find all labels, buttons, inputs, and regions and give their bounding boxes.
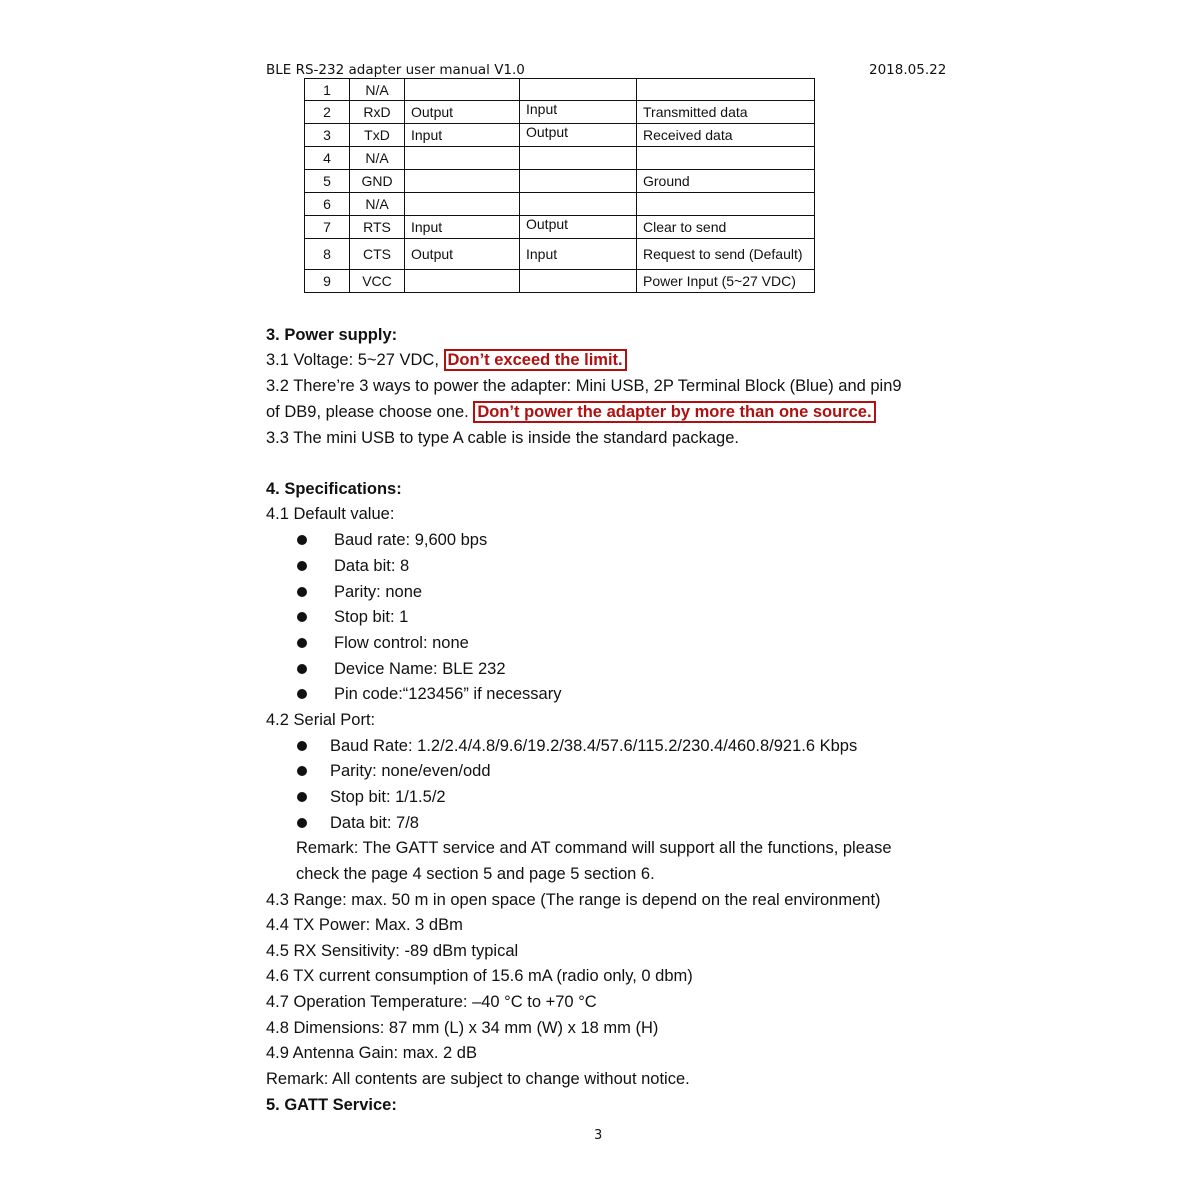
bullet-icon <box>297 766 307 776</box>
spec-item: 4.7 Operation Temperature: –40 °C to +70 °C <box>266 993 597 1011</box>
power-voltage-text: 3.1 Voltage: 5~27 VDC, <box>266 351 439 369</box>
section-heading-specs: 4. Specifications: <box>266 480 402 498</box>
power-ways-line-2 <box>266 403 876 422</box>
spec-item: 4.6 TX current consumption of 15.6 mA (radio only, 0 dbm) <box>266 967 693 985</box>
default-value-label: 4.1 Default value: <box>266 505 395 523</box>
list-item: Baud Rate: 1.2/2.4/4.8/9.6/19.2/38.4/57.6/115.2/230.4/460.8/921.6 Kbps <box>330 737 858 755</box>
warning-box-voltage: Don’t exceed the limit. <box>444 349 627 371</box>
table-row: 1 N/A <box>305 79 815 101</box>
bullet-icon <box>297 587 307 597</box>
serial-port-label: 4.2 Serial Port: <box>266 711 376 729</box>
list-item: Data bit: 8 <box>334 557 410 575</box>
list-item: Parity: none <box>334 583 423 601</box>
table-row: 8 CTS Output Input Request to send (Default) <box>305 239 815 270</box>
power-ways-line-1: 3.2 There’re 3 ways to power the adapter: Mini USB, 2P Terminal Block (Blue) and pin9 <box>266 377 902 395</box>
bullet-icon <box>297 689 307 699</box>
list-item: Data bit: 7/8 <box>330 814 419 832</box>
section-heading-gatt: 5. GATT Service: <box>266 1096 397 1114</box>
bullet-icon <box>297 561 307 571</box>
table-row: 4 N/A <box>305 147 815 170</box>
power-cable-line: 3.3 The mini USB to type A cable is inside the standard package. <box>266 429 739 447</box>
spec-item: 4.3 Range: max. 50 m in open space (The range is depend on the real environment) <box>266 891 881 909</box>
power-ways-text: of DB9, please choose one. <box>266 403 469 421</box>
list-item: Stop bit: 1/1.5/2 <box>330 788 446 806</box>
table-row: 6 N/A <box>305 193 815 216</box>
bullet-icon <box>297 792 307 802</box>
list-item: Pin code:“123456” if necessary <box>334 685 562 703</box>
spec-item: 4.5 RX Sensitivity: -89 dBm typical <box>266 942 519 960</box>
page-number: 3 <box>594 1128 603 1143</box>
final-remark: Remark: All contents are subject to change without notice. <box>266 1070 690 1088</box>
warning-box-source: Don’t power the adapter by more than one source. <box>473 401 875 423</box>
document-header-date: 2018.05.22 <box>869 62 947 78</box>
spec-item: 4.9 Antenna Gain: max. 2 dB <box>266 1044 477 1062</box>
pin-table <box>304 78 815 293</box>
list-item: Flow control: none <box>334 634 469 652</box>
list-item: Parity: none/even/odd <box>330 762 491 780</box>
list-item: Stop bit: 1 <box>334 608 409 626</box>
table-row: 9 VCC Power Input (5~27 VDC) <box>305 270 815 293</box>
bullet-icon <box>297 741 307 751</box>
power-voltage-line <box>266 351 627 370</box>
bullet-icon <box>297 612 307 622</box>
document-header-title: BLE RS-232 adapter user manual V1.0 <box>266 62 525 78</box>
table-row: 2 RxD Output Input Transmitted data <box>305 101 815 124</box>
list-item: Device Name: BLE 232 <box>334 660 506 678</box>
section-heading-power: 3. Power supply: <box>266 326 398 344</box>
bullet-icon <box>297 664 307 674</box>
bullet-icon <box>297 818 307 828</box>
spec-item: 4.4 TX Power: Max. 3 dBm <box>266 916 463 934</box>
spec-item: 4.8 Dimensions: 87 mm (L) x 34 mm (W) x 18 mm (H) <box>266 1019 659 1037</box>
serial-remark-line-2: check the page 4 section 5 and page 5 section 6. <box>296 865 655 883</box>
bullet-icon <box>297 535 307 545</box>
serial-remark-line-1: Remark: The GATT service and AT command will support all the functions, please <box>296 839 892 857</box>
table-row: 5 GND Ground <box>305 170 815 193</box>
list-item: Baud rate: 9,600 bps <box>334 531 488 549</box>
table-row: 3 TxD Input Output Received data <box>305 124 815 147</box>
table-row: 7 RTS Input Output Clear to send <box>305 216 815 239</box>
bullet-icon <box>297 638 307 648</box>
